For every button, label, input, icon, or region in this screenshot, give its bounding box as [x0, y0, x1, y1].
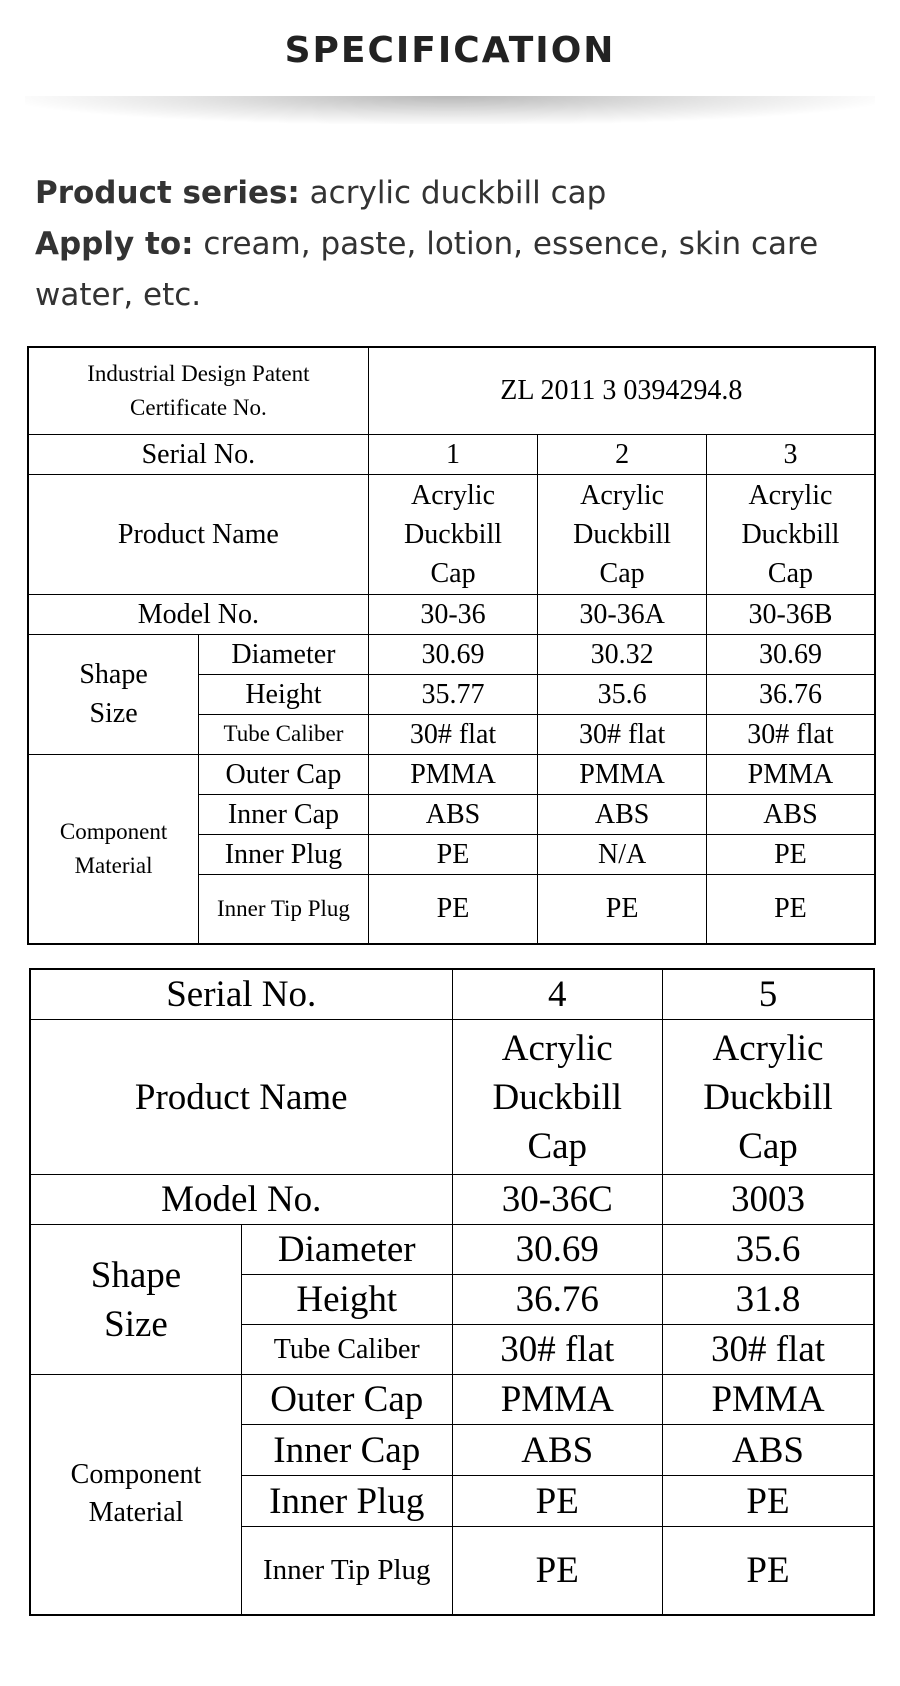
table-row: [28, 434, 875, 474]
outer-cap-cell: PMMA: [452, 1375, 662, 1425]
page-header: [0, 0, 900, 130]
height-cell: 31.8: [663, 1275, 875, 1325]
component-material-label-cell: [28, 754, 199, 944]
height-label-cell: Height: [199, 674, 369, 714]
patent-label-cell: [28, 347, 368, 434]
outer-cap-label-cell: Outer Cap: [241, 1375, 452, 1425]
height-cell: 36.76: [452, 1275, 662, 1325]
height-cell: 36.76: [706, 674, 875, 714]
product-name-line: Cap: [599, 557, 645, 589]
product-name-line: Cap: [767, 557, 813, 589]
component-material-label-line: Component: [59, 818, 168, 844]
diameter-cell: 35.6: [663, 1225, 875, 1275]
model-cell: 30-36: [368, 594, 538, 634]
product-name-line: Cap: [527, 1125, 588, 1167]
model-cell: 30-36A: [538, 594, 707, 634]
inner-cap-cell: ABS: [663, 1425, 875, 1476]
inner-plug-cell: PE: [452, 1476, 662, 1527]
table-row: [30, 1175, 874, 1225]
tube-caliber-cell: 30# flat: [538, 714, 707, 754]
diameter-cell: 30.69: [452, 1225, 662, 1275]
height-label-cell: Height: [241, 1275, 452, 1325]
inner-plug-cell: N/A: [538, 834, 707, 874]
serial-cell: 2: [538, 434, 707, 474]
inner-tip-plug-cell: PE: [452, 1527, 662, 1615]
model-cell: 3003: [663, 1175, 875, 1225]
tube-caliber-label-cell: Tube Caliber: [199, 714, 369, 754]
tube-caliber-cell: 30# flat: [452, 1325, 662, 1375]
height-cell: 35.77: [368, 674, 538, 714]
product-name-label-cell: Product Name: [30, 1020, 452, 1175]
tube-caliber-label-cell: Tube Caliber: [241, 1325, 452, 1375]
shape-size-label-cell: [28, 634, 199, 754]
table-row: [28, 594, 875, 634]
inner-cap-label-cell: Inner Cap: [241, 1425, 452, 1476]
spec-table-1: [27, 346, 876, 945]
component-material-label-line: Component: [70, 1459, 202, 1491]
table-row: [30, 1225, 874, 1275]
product-name-line: Acrylic: [712, 1027, 824, 1069]
apply-to-line: [35, 219, 880, 321]
shape-size-label-line: Shape: [79, 659, 148, 690]
product-name-line: Duckbill: [492, 1076, 622, 1118]
outer-cap-cell: PMMA: [663, 1375, 875, 1425]
model-cell: 30-36B: [706, 594, 875, 634]
table-row: [30, 1375, 874, 1425]
serial-label-cell: Serial No.: [30, 969, 452, 1020]
model-cell: 30-36C: [452, 1175, 662, 1225]
outer-cap-cell: PMMA: [368, 754, 538, 794]
tube-caliber-cell: 30# flat: [368, 714, 538, 754]
serial-cell: 5: [663, 969, 875, 1020]
height-cell: 35.6: [538, 674, 707, 714]
model-label-cell: Model No.: [30, 1175, 452, 1225]
inner-tip-plug-cell: PE: [706, 874, 875, 944]
tube-caliber-cell: 30# flat: [663, 1325, 875, 1375]
product-name-line: Duckbill: [741, 518, 840, 550]
serial-cell: 3: [706, 434, 875, 474]
product-name-label-cell: Product Name: [28, 474, 368, 594]
table-row: [28, 474, 875, 594]
component-material-label-line: Material: [88, 1497, 184, 1529]
product-name-line: Cap: [430, 557, 476, 589]
inner-plug-cell: PE: [706, 834, 875, 874]
table-row: [28, 634, 875, 674]
product-name-cell: [452, 1020, 662, 1175]
product-name-line: Duckbill: [404, 518, 503, 550]
product-name-cell: [538, 474, 707, 594]
patent-label-line: Industrial Design Patent: [87, 360, 310, 386]
apply-to-value: cream, paste, lotion, essence, skin care water, etc.: [35, 226, 819, 313]
serial-cell: 4: [452, 969, 662, 1020]
patent-label-line: Certificate No.: [130, 394, 267, 420]
table-row: [30, 969, 874, 1020]
apply-to-label: Apply to:: [35, 226, 194, 262]
inner-cap-label-cell: Inner Cap: [199, 794, 369, 834]
product-name-line: Cap: [738, 1125, 798, 1167]
outer-cap-cell: PMMA: [706, 754, 875, 794]
shape-size-label-line: Size: [89, 698, 138, 729]
inner-tip-plug-cell: PE: [538, 874, 707, 944]
outer-cap-cell: PMMA: [538, 754, 707, 794]
inner-tip-plug-label-cell: Inner Tip Plug: [241, 1527, 452, 1615]
inner-plug-label-cell: Inner Plug: [241, 1476, 452, 1527]
model-label-cell: Model No.: [28, 594, 368, 634]
table-row: [28, 347, 875, 434]
product-name-line: Acrylic: [501, 1027, 613, 1069]
diameter-label-cell: Diameter: [241, 1225, 452, 1275]
product-name-line: Duckbill: [573, 518, 672, 550]
inner-tip-plug-cell: PE: [663, 1527, 875, 1615]
shape-size-label-cell: [30, 1225, 241, 1375]
patent-number-cell: ZL 2011 3 0394294.8: [368, 347, 875, 434]
header-shadow-divider: [25, 96, 875, 124]
product-name-line: Duckbill: [703, 1076, 833, 1118]
product-name-cell: [368, 474, 538, 594]
product-name-line: Acrylic: [411, 479, 495, 511]
component-material-label-line: Material: [74, 852, 153, 878]
diameter-label-cell: Diameter: [199, 634, 369, 674]
tube-caliber-cell: 30# flat: [706, 714, 875, 754]
diameter-cell: 30.69: [368, 634, 538, 674]
table-row: [30, 1020, 874, 1175]
inner-tip-plug-label-cell: Inner Tip Plug: [199, 874, 369, 944]
product-series-value: acrylic duckbill cap: [299, 175, 607, 211]
serial-cell: 1: [368, 434, 538, 474]
diameter-cell: 30.32: [538, 634, 707, 674]
table-row: [28, 754, 875, 794]
outer-cap-label-cell: Outer Cap: [199, 754, 369, 794]
product-intro: [35, 168, 880, 321]
inner-tip-plug-cell: PE: [368, 874, 538, 944]
inner-cap-cell: ABS: [368, 794, 538, 834]
inner-plug-cell: PE: [368, 834, 538, 874]
component-material-label-cell: [30, 1375, 241, 1615]
shape-size-label-line: Size: [104, 1303, 168, 1345]
product-series-line: [35, 168, 880, 219]
page-title: SPECIFICATION: [284, 30, 616, 71]
product-name-cell: [663, 1020, 875, 1175]
serial-label-cell: Serial No.: [28, 434, 368, 474]
inner-cap-cell: ABS: [452, 1425, 662, 1476]
shape-size-label-line: Shape: [90, 1254, 182, 1296]
product-name-line: Acrylic: [580, 479, 665, 511]
spec-table-2: [29, 968, 875, 1616]
product-name-line: Acrylic: [748, 479, 833, 511]
product-name-cell: [706, 474, 875, 594]
product-series-label: Product series:: [35, 175, 300, 211]
inner-plug-cell: PE: [663, 1476, 875, 1527]
diameter-cell: 30.69: [706, 634, 875, 674]
inner-cap-cell: ABS: [706, 794, 875, 834]
inner-plug-label-cell: Inner Plug: [199, 834, 369, 874]
inner-cap-cell: ABS: [538, 794, 707, 834]
